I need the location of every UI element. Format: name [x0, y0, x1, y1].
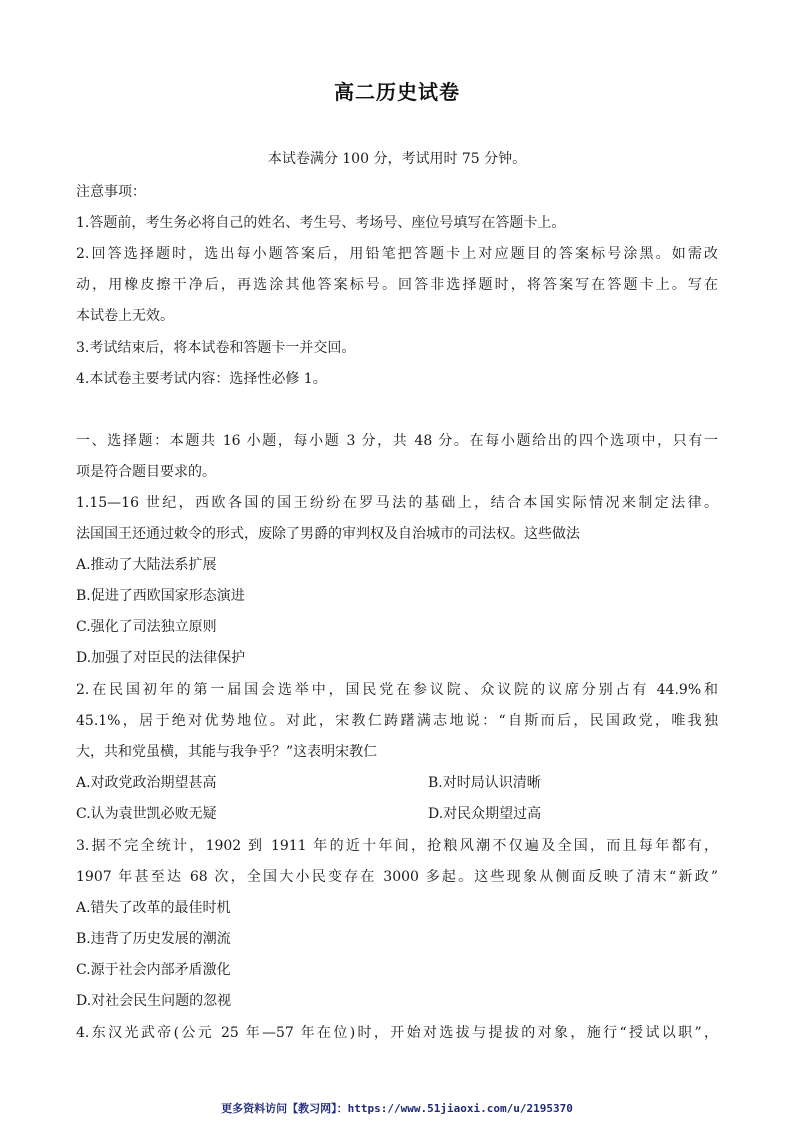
- exam-info: 本试卷满分 100 分，考试用时 75 分钟。: [267, 151, 527, 167]
- question-2-stem-line-2: 45.1%，居于绝对优势地位。对此，宋教仁踌躇满志地说：“自斯而后，民国政党，唯我独: [76, 713, 718, 729]
- question-1-option-b: B.促进了西欧国家形态演进: [76, 588, 245, 604]
- question-1-stem-line-2: 法国国王还通过敕令的形式，废除了男爵的审判权及自治城市的司法权。这些做法: [76, 526, 580, 542]
- question-2-option-a: A.对政党政治期望甚高: [76, 775, 217, 791]
- question-1-option-c: C.强化了司法独立原则: [76, 619, 217, 635]
- question-3-option-d: D.对社会民生问题的忽视: [76, 993, 232, 1009]
- question-2-option-c: C.认为袁世凯必败无疑: [76, 806, 217, 822]
- question-3-option-a: A.错失了改革的最佳时机: [76, 900, 231, 916]
- question-2-stem-line-3: 大，共和党虽横，其能与我争乎？”这表明宋教仁: [76, 744, 378, 760]
- notice-item-3: 3.考试结束后，将本试卷和答题卡一并交回。: [76, 340, 356, 356]
- question-3-option-b: B.违背了历史发展的潮流: [76, 931, 231, 947]
- question-2-option-d: D.对民众期望过高: [428, 806, 542, 822]
- notice-item-4: 4.本试卷主要考试内容：选择性必修 1。: [76, 371, 327, 387]
- question-3-option-c: C.源于社会内部矛盾激化: [76, 962, 231, 978]
- question-3-stem-line-2: 1907 年甚至达 68 次，全国大小民变存在 3000 多起。这些现象从侧面反映了清末“新政”: [76, 869, 718, 885]
- footer-link[interactable]: 更多资料访问【教习网】：https://www.51jiaoxi.com/u/2195370: [221, 1102, 573, 1115]
- notice-item-2-line-1: 2.回答选择题时，选出每小题答案后，用铅笔把答题卡上对应题目的答案标号涂黑。如需改: [76, 246, 718, 262]
- notice-item-2-line-2: 动，用橡皮擦干净后，再选涂其他答案标号。回答非选择题时，将答案写在答题卡上。写在: [76, 277, 718, 293]
- section-heading-line-2: 项是符合题目要求的。: [76, 464, 216, 480]
- question-3-stem-line-1: 3.据不完全统计，1902 到 1911 年的近十年间，抢粮风潮不仅遍及全国，而且每年都有，: [76, 838, 718, 854]
- question-2-stem-line-1: 2.在民国初年的第一届国会选举中，国民党在参议院、众议院的议席分别占有 44.9%和: [76, 682, 718, 698]
- question-1-option-d: D.加强了对臣民的法律保护: [76, 650, 246, 666]
- question-2-option-b: B.对时局认识清晰: [428, 775, 541, 791]
- question-1-option-a: A.推动了大陆法系扩展: [76, 557, 217, 573]
- question-4-stem-line-1: 4.东汉光武帝(公元 25 年—57 年在位)时，开始对选拔与提拔的对象，施行“授试以职”，: [76, 1025, 718, 1041]
- notice-heading: 注意事项：: [76, 184, 146, 200]
- section-heading-line-1: 一、选择题：本题共 16 小题，每小题 3 分，共 48 分。在每小题给出的四个选项中，只有一: [76, 433, 718, 449]
- notice-item-1: 1.答题前，考生务必将自己的姓名、考生号、考场号、座位号填写在答题卡上。: [76, 215, 566, 231]
- page-title: 高二历史试卷: [334, 80, 460, 104]
- question-1-stem-line-1: 1.15—16 世纪，西欧各国的国王纷纷在罗马法的基础上，结合本国实际情况来制定法律。: [76, 495, 718, 511]
- notice-item-2-line-3: 本试卷上无效。: [76, 308, 174, 324]
